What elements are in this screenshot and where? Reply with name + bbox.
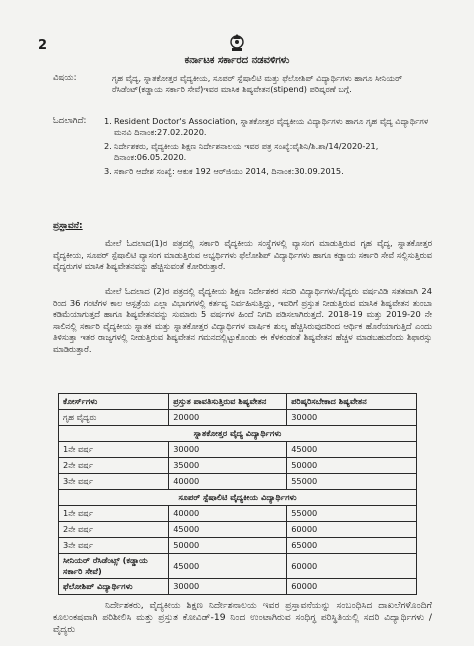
table-row [59,506,417,522]
reference-number: 3. [104,166,112,177]
preamble-paragraph-3 [53,600,432,637]
reference-number: 1. [104,116,112,126]
revised-cell: 45000 [287,442,417,458]
reference-item [104,166,430,177]
references-list [104,116,430,177]
header-courses: ಕೋರ್ಸ್‌ಗಳು [59,394,169,410]
revised-cell: 65000 [287,538,417,554]
current-cell: 35000 [169,458,287,474]
current-cell: 40000 [169,506,287,522]
current-cell: 40000 [169,474,287,490]
course-cell: 1ನೇ ವರ್ಷ [59,442,169,458]
stipend-table [58,393,417,595]
course-cell: 2ನೇ ವರ್ಷ [59,522,169,538]
paragraph-text: ನಿರ್ದೇಶಕರು, ವೈದ್ಯಕೀಯ ಶಿಕ್ಷಣ ನಿರ್ದೇಶನಾಲಯ ಇವರ ಪ್ರಸ್ತಾವನೆಯನ್ನು ಸಂಬಂಧಿಸಿದ ದಾಖಲೆಗಳೊಂದಿಗೆ ಕೂಲಂಕಷವಾಗಿ ಪರಿಶೀಲಿಸಿ ಮತ್ತು ಪ್ರಸ್ತುತ ಕೋವಿಡ್-19 ನಿಂದ ಉಂಟಾಗಿರುವ ಸಂಧಿಗ್ಧ ಪರಿಸ್ಥಿತಿಯಲ್ಲಿ ಸದರಿ ವಿದ್ಯಾರ್ಥಿಗಳು / ವೈದ್ಯರು [53,600,432,636]
reference-item [104,141,430,163]
reference-number: 2. [104,141,112,152]
paragraph-text: ಮೇಲೆ ಓದಲಾದ (2)ರ ಪತ್ರದಲ್ಲಿ ವೈದ್ಯಕೀಯ ಶಿಕ್ಷಣ ನಿರ್ದೇಶಕರ ಸದರಿ ವಿದ್ಯಾರ್ಥಿಗಳು/ವೈದ್ಯರು ವರ್ಷವಿಡಿ ಸತತವಾಗಿ 24 ರಿಂದ 36 ಗಂಟೆಗಳ ಕಾಲ ಆಸ್ಪತ್ರೆಯ ಎಲ್ಲಾ ವಿಭಾಗಗಳಲ್ಲಿ ಕರ್ತವ್ಯ ನಿರ್ವಹಿಸುತ್ತಿದ್ದು, ಇವರಿಗೆ ಪ್ರಸ್ತುತ ನೀಡುತ್ತಿರುವ ಮಾಸಿಕ ಶಿಷ್ಯವೇತನ ತುಂಬಾ ಕಡಿಮೆಯಾಗುತ್ತದೆ ಹಾಗೂ ಶಿಷ್ಯವೇತನವನ್ನು ಸುಮಾರು 5 ವರ್ಷಗಳ ಹಿಂದೆ ನಿಗದಿ ಪಡಿಸಲಾಗಿರುತ್ತದೆ. 2018-19 ಮತ್ತು 2019-20 ನೇ ಸಾಲಿನಲ್ಲಿ ಸರ್ಕಾರಿ ವೈದ್ಯಕೀಯ ಸ್ನಾತಕ ಮತ್ತು ಸ್ನಾತಕೋತ್ತರ ವಿದ್ಯಾರ್ಥಿಗಳ ವಾರ್ಷಿಕ ಶುಲ್ಕ ಹೆಚ್ಚಿಸಿರುವುದರಿಂದ ಆರ್ಥಿಕ ಹೊರೆಯಾಗುತ್ತಿದೆ ಎಂದು ತಿಳಿಸುತ್ತಾ ಇತರ ರಾಜ್ಯಗಳಲ್ಲಿ ನೀಡುತ್ತಿರುವ ಶಿಷ್ಯವೇತನ ಗಮನದಲ್ಲಿಟ್ಟುಕೊಂಡು ಈ ಕೆಳಕಂಡಂತೆ ಶಿಷ್ಯವೇತನ ಹೆಚ್ಚಳ ಮಾಡಬಹುದೆಂದು ಶಿಫಾರಸ್ಸು ಮಾಡಿರುತ್ತಾರೆ. [53,286,432,354]
state-emblem-icon [226,32,248,54]
revised-cell: 55000 [287,474,417,490]
subject-label: ವಿಷಯ: [53,73,77,83]
table-row [59,410,417,426]
course-cell: 3ನೇ ವರ್ಷ [59,538,169,554]
section-row [59,490,417,506]
revised-cell: 60000 [287,554,417,579]
table-row [59,554,417,579]
preamble-heading: ಪ್ರಸ್ತಾವನೆ: [53,221,83,231]
table-row [59,522,417,538]
section-title-pg: ಸ್ನಾತಕೋತ್ತರ ವೈದ್ಯ ವಿದ್ಯಾರ್ಥಿಗಳು [59,426,417,442]
revised-cell: 60000 [287,579,417,595]
reference-text: Resident Doctor's Association, ಸ್ನಾತಕೋತ್ತರ ವೈದ್ಯಕೀಯ ವಿದ್ಯಾರ್ಥಿಗಳು ಹಾಗೂ ಗೃಹ ವೈದ್ಯ ವಿದ್ಯಾರ್ಥಿಗಳ ಮನವಿ ದಿನಾಂಕ:27.02.2020. [114,116,429,138]
preamble-paragraph-1 [53,238,432,273]
course-cell: 1ನೇ ವರ್ಷ [59,506,169,522]
page-mark: 2 [38,38,48,53]
table-header-row [59,394,417,410]
course-cell: ಫೆಲೋಶಿಪ್ ವಿದ್ಯಾರ್ಥಿಗಳು [59,579,169,595]
table-row [59,579,417,595]
table-row [59,474,417,490]
header-current-stipend: ಪ್ರಸ್ತುತ ಪಾವತಿಸುತ್ತಿರುವ ಶಿಷ್ಯವೇತನ [169,394,287,410]
table-row [59,538,417,554]
current-cell: 20000 [169,410,287,426]
document-title: ಕರ್ನಾಟಕ ಸರ್ಕಾರದ ನಡವಳಿಗಳು [184,55,290,66]
section-row [59,426,417,442]
current-cell: 45000 [169,522,287,538]
course-cell: ಗೃಹ ವೈದ್ಯರು [59,410,169,426]
course-cell: ಸೀನಿಯರ್ ರೆಸಿಡೆಂಟ್ಸ್ (ಕಡ್ಡಾಯ ಸರ್ಕಾರಿ ಸೇವೆ) [59,554,169,579]
references-label: ಓದಲಾಗಿದೆ: [53,116,87,126]
reference-text: ನಿರ್ದೇಶಕರು, ವೈದ್ಯಕೀಯ ಶಿಕ್ಷಣ ನಿರ್ದೇಶನಾಲಯ ಇವರ ಪತ್ರ ಸಂಖ್ಯೆ:ವೈಶಿನಿ/ಶಿ.ಶಾ/14/2020-21, ದಿನಾಂಕ:06.05.2020. [114,141,379,163]
current-cell: 30000 [169,442,287,458]
revised-cell: 50000 [287,458,417,474]
current-cell: 30000 [169,579,287,595]
preamble-paragraph-2 [53,286,432,356]
table-row [59,458,417,474]
subject-text: ಗೃಹ ವೈದ್ಯ, ಸ್ನಾತಕೋತ್ತರ ವೈದ್ಯಕೀಯ, ಸೂಪರ್ ಸ್ಪೆಷಾಲಿಟಿ ಮತ್ತು ಫೆಲೋಶಿಪ್ ವಿದ್ಯಾರ್ಥಿಗಳು ಹಾಗೂ ಸೀನಿಯರ್ ರೆಸಿಡೆಂಟ್(ಕಡ್ಡಾಯ ಸರ್ಕಾರಿ ಸೇವೆ)ಇವರ ಮಾಸಿಕ ಶಿಷ್ಯವೇತನ(stipend) ಪರಿಷ್ಕರಣೆ ಬಗ್ಗೆ. [112,73,403,95]
current-cell: 45000 [169,554,287,579]
course-cell: 2ನೇ ವರ್ಷ [59,458,169,474]
section-title-super-specialty: ಸೂಪರ್ ಸ್ಪೆಷಾಲಿಟಿ ವೈದ್ಯಕೀಯ ವಿದ್ಯಾರ್ಥಿಗಳು [59,490,417,506]
course-cell: 3ನೇ ವರ್ಷ [59,474,169,490]
revised-cell: 55000 [287,506,417,522]
header-revised-stipend: ಪರಿಷ್ಕರಿಸಬೇಕಾದ ಶಿಷ್ಯವೇತನ [287,394,417,410]
revised-cell: 60000 [287,522,417,538]
reference-item [104,116,430,138]
paragraph-text: ಮೇಲೆ ಓದಲಾದ(1)ರ ಪತ್ರದಲ್ಲಿ ಸರ್ಕಾರಿ ವೈದ್ಯಕೀಯ ಸಂಸ್ಥೆಗಳಲ್ಲಿ ವ್ಯಾಸಂಗ ಮಾಡುತ್ತಿರುವ ಗೃಹ ವೈದ್ಯ, ಸ್ನಾತಕೋತ್ತರ ವೈದ್ಯಕೀಯ, ಸೂಪರ್ ಸ್ಪೆಷಾಲಿಟಿ ವ್ಯಾಸಂಗ ಮಾಡುತ್ತಿರುವ ಅಭ್ಯರ್ಥಿಗಳು ಫೆಲೋಶಿಪ್ ವಿದ್ಯಾರ್ಥಿಗಳು ಹಾಗೂ ಕಡ್ಡಾಯ ಸರ್ಕಾರಿ ಸೇವೆ ಸಲ್ಲಿಸುತ್ತಿರುವ ವೈದ್ಯರುಗಳ ಮಾಸಿಕ ಶಿಷ್ಯವೇತನವನ್ನು ಹೆಚ್ಚಿಸುವಂತೆ ಕೋರಿರುತ್ತಾರೆ. [53,238,432,272]
reference-text: ಸರ್ಕಾರಿ ಆದೇಶ ಸಂಖ್ಯೆ: ಆಕುಕ 192 ಆರ್‌ಜಿಯು 2014, ದಿನಾಂಕ:30.09.2015. [114,166,344,177]
revised-cell: 30000 [287,410,417,426]
table-row [59,442,417,458]
current-cell: 50000 [169,538,287,554]
